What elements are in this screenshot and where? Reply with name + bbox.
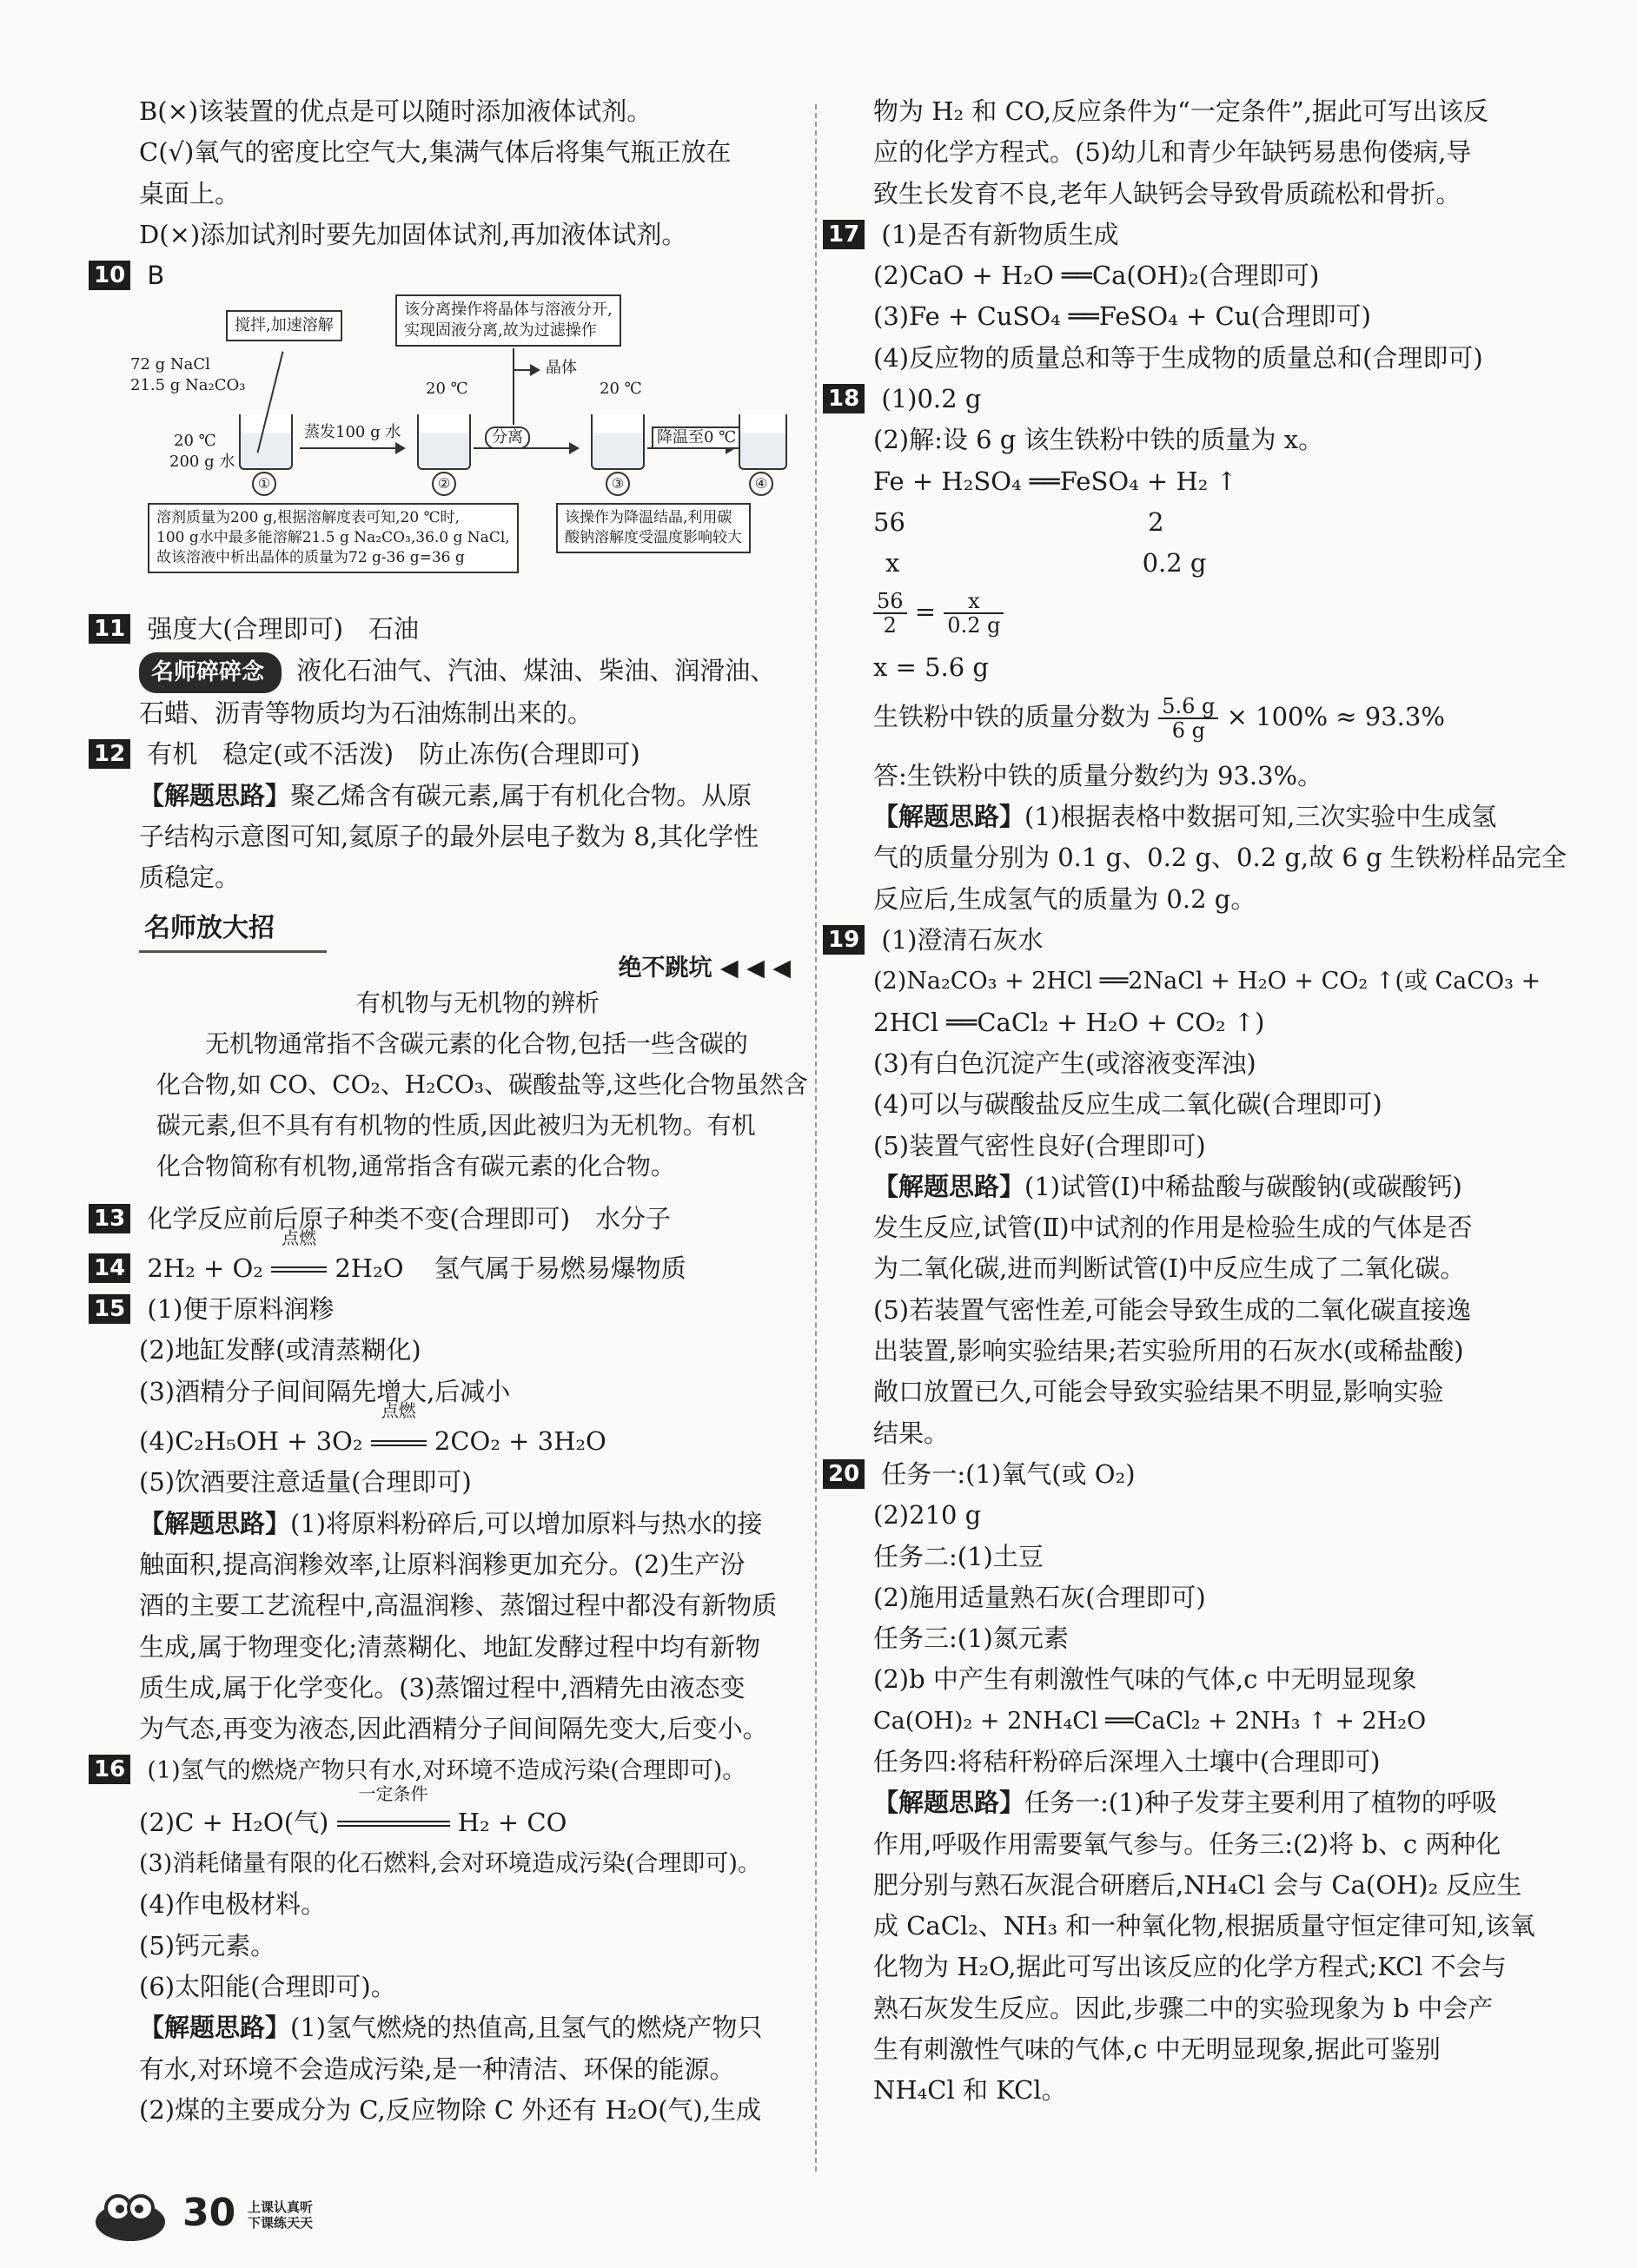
- callout-text: 石蜡、沥青等物质均为石油炼制出来的。: [139, 698, 593, 729]
- tip-text: 结果。: [873, 1418, 950, 1448]
- tip-text: 敞口放置已久,可能会导致实验结果不明显,影响实验: [873, 1377, 1444, 1407]
- tip-text: 气的质量分别为 0.1 g、0.2 g、0.2 g,故 6 g 生铁粉样品完全: [873, 843, 1567, 873]
- tip-text: 熟石灰发生反应。因此,步骤二中的实验现象为 b 中会产: [873, 1993, 1494, 2023]
- footer-slogan: [248, 2199, 313, 2231]
- condition-label: 20 ℃: [174, 432, 216, 451]
- answer-text: (4)可以与碳酸盐反应生成二氧化碳(合理即可): [873, 1089, 1382, 1120]
- answer-text: (1)便于原料润糁: [147, 1294, 335, 1325]
- equation-rhs: H₂ + CO: [457, 1807, 567, 1837]
- beaker-2: [417, 414, 471, 470]
- step-label: 蒸发100 g 水: [304, 423, 401, 442]
- q19-tip: [873, 1167, 1521, 1207]
- tip-tag: 【解题思路】: [139, 1508, 291, 1538]
- step-marker: ④: [749, 472, 773, 496]
- answer-text: (2)210 g: [873, 1500, 982, 1531]
- question-number: 17: [823, 220, 865, 249]
- answer-text: 任务三:(1)氮元素: [873, 1623, 1069, 1654]
- tips-box-line: 化合物,如 CO、CO₂、H₂CO₃、碳酸盐等,这些化合物虽然含: [156, 1069, 808, 1099]
- q18-tip: [873, 797, 1521, 837]
- answer-text: (5)钙元素。: [139, 1930, 276, 1961]
- answer-equation: [139, 1782, 799, 1843]
- percentage-label: 生铁粉中铁的质量分数为: [873, 701, 1151, 731]
- tip-text: 化物为 H₂O,据此可写出该反应的化学方程式;KCl 不会与: [873, 1952, 1507, 1982]
- answer-text: (2)CaO + H₂O ══Ca(OH)₂(合理即可): [873, 261, 1320, 291]
- calculation-note: [148, 503, 519, 573]
- variable-row: [873, 543, 1521, 584]
- fraction: $\frac{x}{0.2 g}$: [944, 590, 1004, 637]
- tip-text: 生成,属于物理变化;清蒸糊化、地缸发酵过程中均有新物: [139, 1631, 760, 1662]
- answer-text: (1)0.2 g: [881, 384, 982, 414]
- filter-note: [395, 294, 621, 347]
- crystal-label: 晶体: [546, 359, 577, 378]
- tip-text: 为二氧化碳,进而判断试管(Ⅰ)中反应生成了二氧化碳。: [873, 1253, 1466, 1284]
- answer-text: 任务一:(1)氧气(或 O₂): [881, 1458, 1136, 1489]
- arrow-stem: [513, 348, 514, 425]
- answer-text: 2HCl ══CaCl₂ + H₂O + CO₂ ↑): [873, 1007, 1265, 1037]
- arrow-separate: [474, 447, 578, 449]
- q18-answer: [823, 379, 1521, 420]
- tips-box-header: [139, 908, 799, 948]
- question-number: 11: [89, 614, 130, 644]
- reaction-condition: 点燃: [371, 1421, 427, 1462]
- step-marker: ③: [606, 472, 630, 496]
- tips-box-line: 无机物通常指不含碳元素的化合物,包括一些含碳的: [205, 1028, 748, 1058]
- answer-text: (5)装置气密性良好(合理即可): [873, 1130, 1206, 1160]
- percentage: [873, 688, 1521, 756]
- q12-answer: [89, 734, 799, 775]
- continued-text: 应的化学方程式。(5)幼儿和青少年缺钙易患佝偻病,导: [873, 137, 1472, 168]
- tip-text: NH₄Cl 和 KCl。: [873, 2075, 1067, 2106]
- question-number: 12: [89, 739, 130, 769]
- tip-text: 质稳定。: [139, 863, 241, 893]
- answer-text: 任务二:(1)土豆: [873, 1541, 1044, 1571]
- question-number: 18: [823, 384, 865, 413]
- callout-title: 名师碎碎念: [139, 652, 282, 693]
- reaction-condition: 点燃: [271, 1248, 327, 1289]
- step-marker: ②: [432, 472, 456, 496]
- answer-statement: 答:生铁粉中铁的质量分数约为 93.3%。: [873, 760, 1323, 790]
- filter-note-line: 实现固液分离,故为过滤操作: [404, 321, 597, 341]
- question-number: 16: [89, 1755, 130, 1784]
- tips-box-title: 名师放大招: [139, 908, 327, 953]
- answer-text: (1)是否有新物质生成: [881, 219, 1119, 249]
- tip-tag: 【解题思路】: [873, 802, 1025, 832]
- condition-label: 200 g 水: [169, 453, 235, 472]
- tip-text: 聚乙烯含有碳元素,属于有机化合物。从原: [290, 780, 752, 810]
- q15-answer: [89, 1289, 799, 1330]
- q9-line: 桌面上。: [139, 178, 241, 208]
- tips-box-subheader: [139, 948, 799, 982]
- tip-text: 生有刺激性气味的气体,c 中无明显现象,据此可鉴别: [873, 2034, 1441, 2065]
- answer-text: (5)饮酒要注意适量(合理即可): [139, 1467, 472, 1498]
- variable-value: 0.2 g: [1142, 548, 1207, 579]
- tip-text: 肥分别与熟石灰混合研磨后,NH₄Cl 会与 Ca(OH)₂ 反应生: [873, 1869, 1522, 1900]
- solute-label: 21.5 g Na₂CO₃: [130, 376, 246, 395]
- answer-text: (2)Na₂CO₃ + 2HCl ══2NaCl + H₂O + CO₂ ↑(或 CaCO₃ +: [873, 968, 1541, 995]
- q19-answer: [823, 920, 1521, 961]
- slogan-line: 上课认真听: [248, 2199, 314, 2215]
- question-number: 14: [89, 1253, 130, 1283]
- tip-text: (1)将原料粉碎后,可以增加原料与热水的接: [290, 1508, 763, 1538]
- cool-line: 该操作为降温结晶,利用碳: [565, 509, 732, 527]
- cooling-note: [556, 503, 751, 553]
- tip-text: (1)试管(Ⅰ)中稀盐酸与碳酸钠(或碳酸钙): [1024, 1171, 1462, 1201]
- result: x = 5.6 g: [873, 651, 989, 682]
- tip-text: 酒的主要工艺流程中,高温润糁、蒸馏过程中都没有新物质: [139, 1590, 778, 1621]
- q14-answer: [89, 1227, 799, 1289]
- tip-tag: 【解题思路】: [873, 1788, 1025, 1818]
- equation: Fe + H₂SO₄ ══FeSO₄ + H₂ ↑: [873, 466, 1237, 496]
- q16-tip: [139, 2007, 799, 2048]
- arrow-evaporate: [300, 447, 404, 449]
- mass-row: [873, 502, 1521, 543]
- left-column: [94, 91, 808, 2131]
- tips-box-body: [139, 982, 808, 1187]
- answer-text: (6)太阳能(合理即可)。: [139, 1971, 396, 2001]
- answer-note: 氢气属于易燃易爆物质: [434, 1253, 686, 1283]
- answer-text: (2)解:设 6 g 该生铁粉中铁的质量为 x。: [873, 425, 1324, 455]
- reaction-condition: 一定条件: [337, 1802, 450, 1843]
- step-label: 降温至0 ℃: [652, 426, 741, 449]
- answer-text: 化学反应前后原子种类不变(合理即可) 水分子: [147, 1203, 672, 1233]
- page-number: 30: [182, 2191, 236, 2235]
- answer-text: (1)氢气的燃烧产物只有水,对环境不造成污染(合理即可)。: [147, 1757, 746, 1785]
- tip-text: 有水,对环境不会造成污染,是一种清洁、环保的能源。: [139, 2053, 735, 2084]
- tip-text: 反应后,生成氢气的质量为 0.2 g。: [873, 883, 1256, 914]
- answer-text: 有机 稳定(或不活泼) 防止冻伤(合理即可): [147, 739, 640, 770]
- separation-diagram: [130, 301, 791, 605]
- equals-sign: =: [914, 596, 937, 626]
- stir-note: 搅拌,加速溶解: [226, 310, 342, 341]
- tips-box-line: 碳元素,但不具有有机物的性质,因此被归为无机物。有机: [156, 1110, 756, 1140]
- q9-line: D(×)添加试剂时要先加固体试剂,再加液体试剂。: [139, 219, 687, 249]
- q20-tip: [873, 1782, 1521, 1823]
- page-footer: [87, 2187, 313, 2248]
- tip-text: (5)若装置气密性差,可能会导致生成的二氧化碳直接逸: [873, 1294, 1472, 1325]
- tip-text: 质生成,属于化学变化。(3)蒸馏过程中,酒精先由液态变: [139, 1672, 746, 1703]
- q10-answer: [89, 255, 799, 296]
- q15-tip: [139, 1504, 799, 1544]
- mass-value: 56: [873, 506, 905, 537]
- tip-text: 触面积,提高润糁效率,让原料润糁更加充分。(2)生产汾: [139, 1549, 746, 1579]
- answer-text: (3)有白色沉淀产生(或溶液变浑浊): [873, 1048, 1256, 1078]
- answer-text: (2)地缸发酵(或清蒸糊化): [139, 1335, 421, 1365]
- answer-text: Ca(OH)₂ + 2NH₄Cl ══CaCl₂ + 2NH₃ ↑ + 2H₂O: [873, 1707, 1427, 1735]
- answer-text: 任务四:将秸秆粉碎后深埋入土壤中(合理即可): [873, 1746, 1381, 1776]
- question-number: 15: [89, 1294, 130, 1324]
- equation-lhs: 2H₂ + O₂: [147, 1253, 263, 1283]
- tip-text: (1)氢气燃烧的热值高,且氢气的燃烧产物只: [290, 2013, 763, 2043]
- answer-text: 强度大(合理即可) 石油: [147, 614, 420, 645]
- answer-text: (4)反应物的质量总和等于生成物的质量总和(合理即可): [873, 342, 1483, 373]
- tip-text: 作用,呼吸作用需要氧气参与。任务三:(2)将 b、c 两种化: [873, 1828, 1501, 1859]
- continued-text: 致生长发育不良,老年人缺钙会导致骨质疏松和骨折。: [873, 178, 1461, 208]
- equation-lhs: (2)C + H₂O(气): [139, 1807, 329, 1837]
- answer-text: (3)Fe + CuSO₄ ══FeSO₄ + Cu(合理即可): [873, 301, 1371, 332]
- spacer: [139, 1187, 799, 1199]
- answer-text: B: [147, 261, 165, 291]
- tip-text: 成 CaCl₂、NH₃ 和一种氧化物,根据质量守恒定律可知,该氧: [873, 1911, 1535, 1941]
- q20-answer: [823, 1454, 1521, 1495]
- percentage-value: × 100% ≈ 93.3%: [1226, 701, 1445, 731]
- q11-answer: [89, 609, 799, 650]
- fraction: $\frac{56}{2}$: [873, 590, 907, 637]
- tip-text: 出装置,影响实验结果;若实验所用的石灰水(或稀盐酸): [873, 1336, 1464, 1366]
- equation-rhs: 2H₂O: [335, 1253, 404, 1283]
- proportion: [873, 585, 1521, 647]
- continued-text: 物为 H₂ 和 CO,反应条件为“一定条件”,据此可写出该反: [873, 96, 1488, 126]
- mascot-icon: [87, 2187, 174, 2245]
- temperature-label: 20 ℃: [600, 380, 642, 399]
- solute-label: 72 g NaCl: [130, 355, 210, 374]
- answer-text: (3)酒精分子间间隔先增大,后减小: [139, 1376, 511, 1406]
- calc-line: 溶剂质量为200 g,根据溶解度表可知,20 ℃时,: [156, 509, 460, 527]
- step-label: 分离: [485, 426, 530, 449]
- tips-box-subtitle: 有机物与无机物的辨析: [355, 988, 600, 1017]
- tip-text: (1)根据表格中数据可知,三次实验中生成氢: [1024, 802, 1497, 832]
- callout-text: 液化石油气、汽油、煤油、柴油、润滑油、: [296, 655, 776, 685]
- q9-line: C(√)氧气的密度比空气大,集满气体后将集气瓶正放在: [139, 137, 732, 168]
- equation-rhs: 2CO₂ + 3H₂O: [434, 1426, 606, 1457]
- tip-text: 任务一:(1)种子发芽主要利用了植物的呼吸: [1024, 1788, 1497, 1818]
- answer-equation: [139, 1400, 799, 1462]
- variable-value: x: [885, 548, 900, 579]
- right-column: [828, 91, 1567, 2112]
- column-divider: [815, 104, 817, 2172]
- beaker-3: [591, 414, 645, 470]
- tip-tag: 【解题思路】: [873, 1171, 1025, 1201]
- q17-answer: [823, 215, 1521, 255]
- filter-note-line: 该分离操作将晶体与溶液分开,: [404, 301, 613, 320]
- answer-text: (1)澄清石灰水: [881, 925, 1044, 955]
- answer-text: (4)作电极材料。: [139, 1889, 327, 1920]
- cool-line: 酸钠溶解度受温度影响较大: [565, 529, 742, 547]
- equation-lhs: (4)C₂H₅OH + 3O₂: [139, 1426, 363, 1457]
- question-number: 19: [823, 925, 865, 955]
- tip-text: 为气态,再变为液态,因此酒精分子间间隔先变大,后变小。: [139, 1714, 768, 1744]
- tip-text: 子结构示意图可知,氦原子的最外层电子数为 8,其化学性: [139, 821, 759, 851]
- tip-text: (2)煤的主要成分为 C,反应物除 C 外还有 H₂O(气),生成: [139, 2094, 762, 2125]
- answer-text: (3)消耗储量有限的化石燃料,会对环境造成污染(合理即可)。: [139, 1850, 761, 1878]
- answer-text: (2)b 中产生有刺激性气味的气体,c 中无明显现象: [873, 1664, 1417, 1695]
- tip-text: 发生反应,试管(Ⅱ)中试剂的作用是检验生成的气体是否: [873, 1213, 1473, 1243]
- q13-answer: [89, 1199, 799, 1240]
- temperature-label: 20 ℃: [426, 380, 468, 399]
- q12-tip: [139, 776, 799, 817]
- fraction: $\frac{5.6 g}{6 g}$: [1158, 695, 1218, 742]
- question-number: 13: [89, 1204, 130, 1233]
- tip-tag: 【解题思路】: [139, 2013, 291, 2043]
- arrow-crystal: [513, 369, 539, 371]
- q9-line: B(×)该装置的优点是可以随时添加液体试剂。: [139, 96, 653, 126]
- answer-text: (2)施用适量熟石灰(合理即可): [873, 1582, 1206, 1612]
- tip-tag: 【解题思路】: [139, 780, 291, 810]
- beaker-4: [739, 414, 787, 470]
- calc-line: 故该溶液中析出晶体的质量为72 g-36 g=36 g: [156, 549, 465, 567]
- q11-callout: [139, 651, 799, 693]
- question-number: 10: [89, 261, 130, 290]
- question-number: 20: [823, 1459, 865, 1489]
- step-marker: ①: [252, 472, 276, 496]
- calc-line: 100 g水中最多能溶解21.5 g Na₂CO₃,36.0 g NaCl,: [156, 529, 510, 547]
- tips-box-line: 化合物简称有机物,通常指含有碳元素的化合物。: [156, 1151, 675, 1180]
- mass-value: 2: [1148, 506, 1164, 537]
- tips-box-label: 绝不跳坑 ◀ ◀ ◀: [618, 954, 791, 982]
- slogan-line: 下课练天天: [248, 2215, 314, 2231]
